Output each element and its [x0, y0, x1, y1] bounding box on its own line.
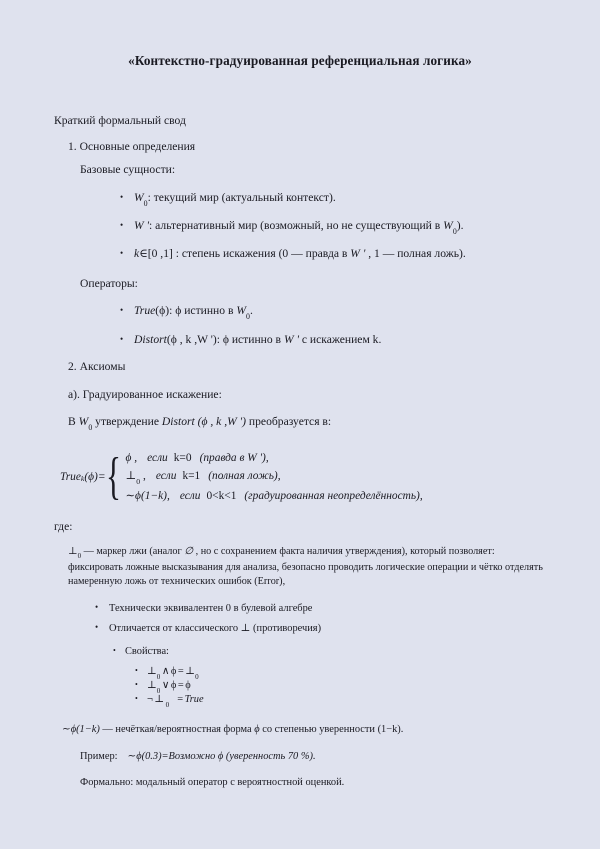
case-note: (правда в W '),: [199, 451, 269, 464]
empty-set-icon: ∅: [184, 545, 194, 557]
operator-description: : ϕ истинно в: [216, 332, 284, 346]
property-expression: [147, 667, 600, 679]
symbol-bottom-subscript: 0: [165, 700, 170, 709]
symbol-w-prime: W ': [134, 218, 150, 232]
list-item-world-0: [0, 192, 600, 206]
list-item-property-negation: [0, 695, 600, 707]
bullet-dot-icon: •: [120, 219, 124, 230]
intro-part-c: преобразуется в:: [246, 415, 332, 429]
entity-description-part-b: ).: [456, 218, 464, 232]
equals-icon: =: [177, 694, 184, 706]
symbol-w: W: [236, 304, 246, 318]
piecewise-formula: [0, 449, 600, 506]
symbol-phi: ϕ: [254, 724, 260, 736]
logic-not-icon: ¬: [147, 694, 153, 706]
list-item-classical-difference: [0, 624, 600, 634]
section-2-subheading: a). Градуированное искажение:: [68, 387, 222, 401]
intro-part-b: утверждение: [92, 415, 162, 429]
fuzzy-text-b: со степенью уверенности: [259, 724, 378, 736]
operator-end: с искажением k.: [298, 332, 382, 346]
operator-args: (ϕ , k ,W '): [166, 332, 217, 346]
logic-or-icon: ∨: [161, 680, 170, 692]
section-2-heading: 2. Аксиомы: [68, 360, 126, 374]
case-if-word: если: [147, 451, 168, 464]
property-expression: [147, 695, 600, 707]
property-lhs-subscript: 0: [156, 686, 161, 695]
case-value-subscript: 0: [136, 476, 141, 486]
fuzzy-expression: ∼ϕ(1−k): [62, 724, 100, 736]
symbol-bottom: ⊥: [68, 545, 78, 557]
list-item-text: Отличается от классического ⊥ (противоречия): [109, 623, 322, 635]
property-result: ⊥: [185, 665, 196, 677]
case-condition: 0<k<1: [206, 489, 237, 502]
list-item-property-conjunction: [0, 667, 600, 679]
bullet-dot-icon: •: [120, 305, 124, 316]
example-label: Пример:: [80, 750, 118, 762]
list-item-property-disjunction: [0, 681, 600, 693]
operator-description: : ϕ истинно в: [169, 304, 237, 318]
bullet-dot-icon: •: [113, 645, 116, 655]
subtitle: Краткий формальный свод: [54, 114, 186, 127]
list-item-text: [134, 220, 600, 234]
list-item-text: [134, 334, 600, 346]
property-rhs: ϕ: [170, 680, 177, 692]
formula-left-hand-side: [60, 449, 107, 506]
document-body: [0, 69, 600, 789]
definition-text-b: , но с сохранением факта наличия утверждения), который позволяет: фиксировать ложные высказывания для анализа, безопасно проводить логические операции и чётко отделять намеренную ложь от технических ошибок (Error),: [68, 545, 543, 588]
case-if-word: если: [155, 470, 177, 483]
symbol-w-subscript: 0: [88, 423, 93, 433]
bullet-dot-icon: •: [135, 694, 138, 704]
list-item-distortion-degree: [0, 248, 600, 260]
symbol-w: W: [78, 415, 89, 429]
symbol-w-subscript: 0: [143, 198, 148, 208]
case-value: ∼ϕ(1−k),: [125, 489, 170, 502]
case-value: ⊥: [125, 470, 137, 483]
where-label: где:: [54, 520, 73, 534]
bullet-dot-icon: •: [135, 680, 138, 690]
formula-case-row: [126, 449, 423, 467]
equals-icon: =: [177, 665, 184, 677]
property-rhs: ϕ: [170, 665, 177, 677]
section-1-heading: 1. Основные определения: [68, 139, 196, 153]
section-2-intro: [0, 415, 600, 433]
operator-name-distort: Distort: [134, 332, 167, 346]
list-item-world-alt: [0, 220, 600, 234]
case-if-word: если: [179, 489, 201, 502]
bullet-dot-icon: •: [95, 601, 99, 612]
bullet-dot-icon: •: [135, 665, 138, 675]
list-item-text: [134, 192, 600, 206]
symbol-w-prime: W ': [283, 332, 299, 346]
formula-cases: [120, 449, 423, 506]
case-value: ϕ ,: [125, 451, 138, 464]
bullet-dot-icon: •: [120, 248, 124, 259]
list-item-boolean-equivalence: [0, 601, 600, 614]
symbol-bottom-subscript: 0: [77, 553, 82, 561]
fuzzy-confidence: (1−k).: [377, 724, 404, 736]
property-expression: [147, 681, 600, 693]
entity-description-part-b: , 1 — полная ложь).: [365, 247, 466, 261]
bottom-marker-definition: [0, 545, 600, 590]
example-line: [0, 752, 600, 762]
operator-args: (ϕ): [155, 304, 170, 318]
formula-argument: (ϕ): [84, 470, 98, 483]
symbol-w-prime: W ': [350, 247, 366, 261]
symbol-w: W: [443, 218, 453, 232]
formula-case-row: [126, 487, 423, 505]
case-value-tail: ,: [140, 470, 146, 483]
entity-description: : текущий мир (актуальный контекст).: [147, 190, 336, 204]
list-item-text: [134, 248, 600, 260]
operator-end: .: [249, 304, 253, 318]
formula-case-row: [126, 467, 423, 487]
bullet-dot-icon: •: [120, 191, 124, 202]
page-title: «Контекстно-градуированная референциальная логика»: [128, 53, 472, 68]
symbol-w-subscript: 0: [452, 226, 457, 236]
fuzzy-text-a: — нечёткая/вероятностная форма: [99, 724, 255, 736]
list-item-text: Технически эквивалентен 0 в булевой алгебре: [109, 602, 313, 614]
formal-note-line: Формально: модальный оператор с вероятностной оценкой.: [80, 777, 345, 789]
symbol-w: W: [134, 190, 144, 204]
case-condition: k=1: [182, 470, 201, 483]
property-result-subscript: 0: [195, 672, 199, 681]
formula-equals-sign: =: [97, 470, 106, 483]
property-lhs: ⊥: [147, 680, 157, 692]
list-item-properties-label: [0, 647, 600, 657]
case-condition: k=0: [173, 451, 192, 464]
entities-label: Базовые сущности:: [80, 163, 176, 177]
list-item-operator-distort: [0, 334, 600, 346]
symbol-k: k: [134, 247, 140, 261]
entity-description-part-a: : степень искажения (0 — правда в: [172, 247, 351, 261]
operator-distort-expression: Distort (ϕ , k ,W '): [161, 415, 247, 429]
list-item-operator-true: [0, 304, 600, 322]
bullet-dot-icon: •: [95, 622, 99, 633]
symbol-k-range: ∈[0 ,1]: [139, 247, 173, 261]
fuzzy-form-line: [0, 725, 600, 735]
formula-subscript-k: k: [80, 473, 85, 483]
symbol-w-subscript: 0: [246, 312, 250, 322]
intro-part-a: В: [68, 415, 79, 429]
example-expression: ∼ϕ(0.3)=Возможно ϕ (уверенность 70 %).: [127, 750, 316, 762]
symbol-bottom: ⊥: [154, 694, 165, 706]
definition-text-a: — маркер лжи (аналог: [81, 545, 185, 557]
logic-and-icon: ∧: [161, 665, 170, 677]
property-result: ϕ: [185, 680, 191, 692]
property-result: True: [184, 694, 204, 706]
formula-function-name: True: [60, 470, 81, 483]
bullet-dot-icon: •: [120, 333, 124, 344]
case-note: (градуированная неопределённость),: [244, 489, 423, 502]
operators-label: Операторы:: [80, 276, 138, 290]
list-item-text: [134, 304, 600, 322]
property-lhs: ⊥: [147, 665, 157, 677]
equals-icon: =: [177, 680, 184, 692]
operator-name-true: True: [134, 304, 156, 318]
case-note: (полная ложь),: [208, 470, 281, 483]
properties-label: Свойства:: [125, 645, 169, 657]
large-curly-brace-icon: {: [105, 447, 121, 505]
property-lhs-subscript: 0: [156, 672, 161, 681]
entity-description-part-a: : альтернативный мир (возможный, но не существующий в: [149, 218, 444, 232]
